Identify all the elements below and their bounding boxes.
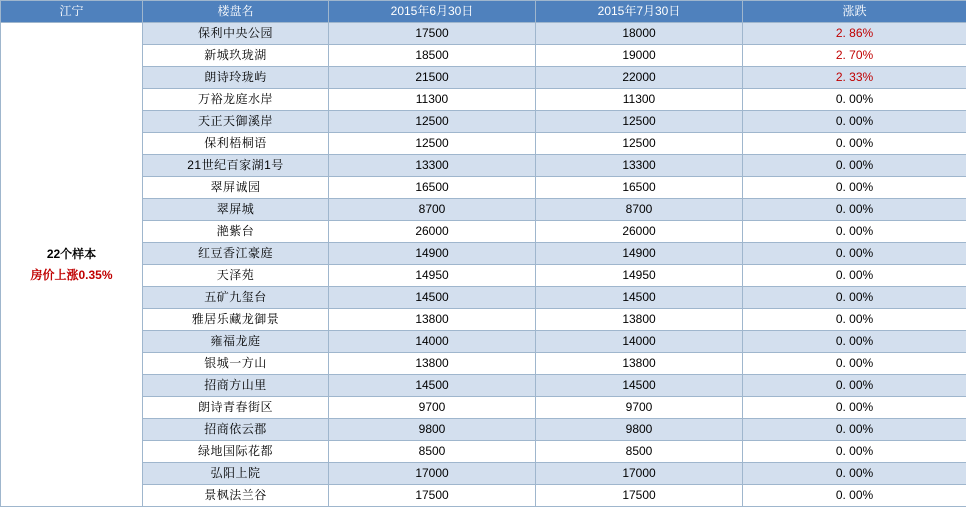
- cell-project-name: 保利中央公园: [143, 23, 329, 45]
- cell-price-date1: 18500: [329, 45, 536, 67]
- cell-price-date2: 13800: [536, 309, 743, 331]
- cell-price-date1: 14500: [329, 375, 536, 397]
- cell-price-date2: 12500: [536, 133, 743, 155]
- cell-change-percent: 0. 00%: [743, 331, 966, 353]
- cell-price-date2: 14500: [536, 375, 743, 397]
- table-row: [1, 89, 966, 111]
- cell-price-date2: 17500: [536, 485, 743, 507]
- cell-price-date2: 13300: [536, 155, 743, 177]
- cell-price-date2: 14500: [536, 287, 743, 309]
- cell-price-date1: 14000: [329, 331, 536, 353]
- region-summary-cell: [1, 23, 143, 507]
- cell-change-percent: 0. 00%: [743, 485, 966, 507]
- table-row: [1, 353, 966, 375]
- cell-project-name: 朗诗玲珑屿: [143, 67, 329, 89]
- cell-change-percent: 0. 00%: [743, 441, 966, 463]
- cell-price-date2: 17000: [536, 463, 743, 485]
- column-header-name: 楼盘名: [143, 1, 329, 23]
- cell-change-percent: 2. 33%: [743, 67, 966, 89]
- cell-price-date2: 11300: [536, 89, 743, 111]
- table-row: [1, 375, 966, 397]
- cell-project-name: 招商依云郡: [143, 419, 329, 441]
- cell-change-percent: 0. 00%: [743, 265, 966, 287]
- table-header-row: [1, 1, 966, 23]
- table-body: [1, 23, 966, 507]
- cell-price-date2: 14900: [536, 243, 743, 265]
- cell-price-date1: 16500: [329, 177, 536, 199]
- cell-change-percent: 2. 86%: [743, 23, 966, 45]
- cell-change-percent: 0. 00%: [743, 463, 966, 485]
- cell-project-name: 雍福龙庭: [143, 331, 329, 353]
- table-row: [1, 397, 966, 419]
- cell-change-percent: 0. 00%: [743, 111, 966, 133]
- cell-price-date1: 21500: [329, 67, 536, 89]
- cell-project-name: 翠屏诚园: [143, 177, 329, 199]
- cell-price-date1: 8700: [329, 199, 536, 221]
- cell-project-name: 新城玖珑湖: [143, 45, 329, 67]
- cell-project-name: 翠屏城: [143, 199, 329, 221]
- cell-price-date1: 12500: [329, 133, 536, 155]
- cell-price-date2: 9700: [536, 397, 743, 419]
- table-row: [1, 177, 966, 199]
- cell-project-name: 红豆香江豪庭: [143, 243, 329, 265]
- cell-price-date2: 8700: [536, 199, 743, 221]
- cell-price-date1: 11300: [329, 89, 536, 111]
- cell-price-date2: 22000: [536, 67, 743, 89]
- region-sample-count: 22个样本: [47, 244, 96, 265]
- cell-price-date1: 13300: [329, 155, 536, 177]
- cell-price-date2: 14950: [536, 265, 743, 287]
- cell-change-percent: 0. 00%: [743, 155, 966, 177]
- cell-price-date1: 26000: [329, 221, 536, 243]
- cell-price-date1: 12500: [329, 111, 536, 133]
- cell-project-name: 保利梧桐语: [143, 133, 329, 155]
- cell-change-percent: 0. 00%: [743, 243, 966, 265]
- table-row: [1, 111, 966, 133]
- table-row: [1, 23, 966, 45]
- cell-price-date1: 8500: [329, 441, 536, 463]
- cell-change-percent: 0. 00%: [743, 199, 966, 221]
- cell-project-name: 朗诗青春街区: [143, 397, 329, 419]
- cell-project-name: 招商方山里: [143, 375, 329, 397]
- cell-project-name: 五矿九玺台: [143, 287, 329, 309]
- cell-price-date1: 9700: [329, 397, 536, 419]
- cell-price-date2: 9800: [536, 419, 743, 441]
- table-row: [1, 463, 966, 485]
- cell-project-name: 绿地国际花都: [143, 441, 329, 463]
- table-row: [1, 309, 966, 331]
- cell-project-name: 天正天御溪岸: [143, 111, 329, 133]
- cell-price-date1: 17000: [329, 463, 536, 485]
- cell-change-percent: 0. 00%: [743, 287, 966, 309]
- table-row: [1, 155, 966, 177]
- cell-price-date1: 14500: [329, 287, 536, 309]
- cell-price-date1: 14950: [329, 265, 536, 287]
- cell-price-date1: 13800: [329, 309, 536, 331]
- cell-change-percent: 0. 00%: [743, 309, 966, 331]
- table-row: [1, 419, 966, 441]
- cell-price-date1: 9800: [329, 419, 536, 441]
- column-header-date2: 2015年7月30日: [536, 1, 743, 23]
- cell-change-percent: 0. 00%: [743, 353, 966, 375]
- cell-price-date1: 13800: [329, 353, 536, 375]
- cell-change-percent: 0. 00%: [743, 89, 966, 111]
- cell-project-name: 天泽苑: [143, 265, 329, 287]
- region-change-note: 房价上涨0.35%: [30, 265, 112, 286]
- cell-price-date2: 26000: [536, 221, 743, 243]
- column-header-region: 江宁: [1, 1, 143, 23]
- table-row: [1, 265, 966, 287]
- table-row: [1, 67, 966, 89]
- table-row: [1, 331, 966, 353]
- cell-project-name: 银城一方山: [143, 353, 329, 375]
- cell-change-percent: 0. 00%: [743, 133, 966, 155]
- cell-project-name: 万裕龙庭水岸: [143, 89, 329, 111]
- cell-price-date1: 14900: [329, 243, 536, 265]
- cell-change-percent: 0. 00%: [743, 221, 966, 243]
- column-header-change: 涨跌: [743, 1, 966, 23]
- column-header-date1: 2015年6月30日: [329, 1, 536, 23]
- cell-change-percent: 0. 00%: [743, 419, 966, 441]
- table-header: [1, 1, 966, 23]
- cell-change-percent: 0. 00%: [743, 375, 966, 397]
- cell-change-percent: 0. 00%: [743, 177, 966, 199]
- table-row: [1, 485, 966, 507]
- table-row: [1, 243, 966, 265]
- cell-price-date2: 12500: [536, 111, 743, 133]
- cell-price-date2: 16500: [536, 177, 743, 199]
- table-row: [1, 287, 966, 309]
- cell-price-date2: 19000: [536, 45, 743, 67]
- cell-price-date1: 17500: [329, 23, 536, 45]
- cell-project-name: 滟紫台: [143, 221, 329, 243]
- table-row: [1, 221, 966, 243]
- cell-price-date2: 13800: [536, 353, 743, 375]
- cell-price-date2: 18000: [536, 23, 743, 45]
- cell-price-date1: 17500: [329, 485, 536, 507]
- table-row: [1, 199, 966, 221]
- cell-project-name: 21世纪百家湖1号: [143, 155, 329, 177]
- cell-change-percent: 2. 70%: [743, 45, 966, 67]
- cell-price-date2: 8500: [536, 441, 743, 463]
- table-row: [1, 441, 966, 463]
- cell-project-name: 景枫法兰谷: [143, 485, 329, 507]
- cell-price-date2: 14000: [536, 331, 743, 353]
- cell-change-percent: 0. 00%: [743, 397, 966, 419]
- table-row: [1, 45, 966, 67]
- table-row: [1, 133, 966, 155]
- cell-project-name: 雅居乐藏龙御景: [143, 309, 329, 331]
- cell-project-name: 弘阳上院: [143, 463, 329, 485]
